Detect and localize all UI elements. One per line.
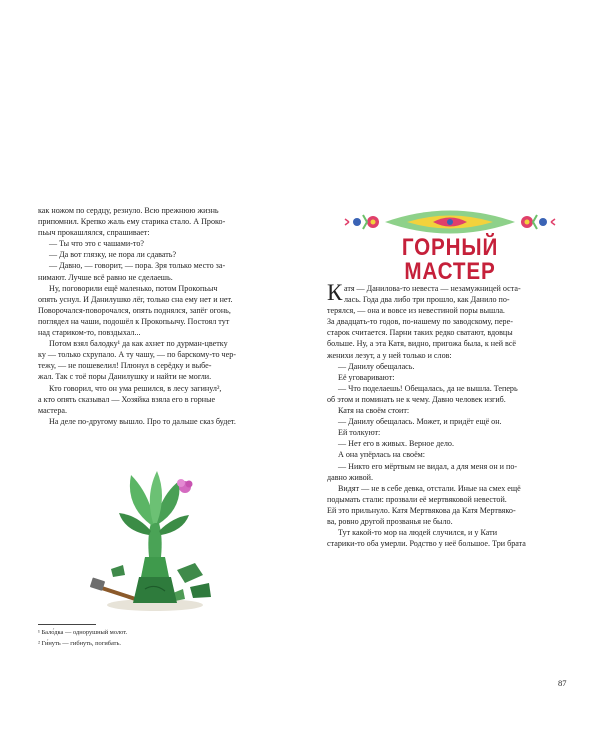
text-line: мастера.	[38, 405, 68, 415]
text-line: старики-то оба умерли. Родство у неё большое. Три брата	[327, 539, 526, 549]
text-line: а кто опять сказывал — Хозяйка взяла его в горные	[38, 394, 216, 404]
text-line: На деле по-другому вышло. Про то дальше сказ будет.	[49, 416, 236, 426]
text-line: как ножом по сердцу, резнуло. Всю прежнюю жизнь	[38, 206, 219, 215]
footnote-2: ² Ги́нуть — гибнуть, погибать.	[38, 640, 121, 648]
text-line: ва, ровно другой прозванья не было.	[327, 516, 453, 526]
text-line: Видят — не в себе девка, отстали. Иные на смех ещё	[338, 483, 521, 493]
text-line: припомнил. Крепко жаль ему старика стало. А Проко-	[38, 217, 226, 227]
left-text-column	[38, 205, 285, 427]
text-line: пьыч прокашлялся, спрашивает:	[38, 228, 150, 238]
text-line: ку — только схрупало. А ту чашу, — по барскому-то чер-	[38, 350, 236, 360]
text-line: — Данилу обещалась.	[338, 361, 415, 371]
text-line: Поворочался-поворочался, опять поднялся, запёг огонь,	[38, 305, 231, 315]
text-line: жал. Так с тоё поры Данилушку и найти не могли.	[38, 372, 212, 382]
text-line: нимают. Лучше всё равно не сделаешь.	[38, 272, 173, 282]
text-line: Ну, поговорили ещё маленько, потом Прокопьыч	[49, 283, 218, 293]
text-line: — Давно, — говорит, — пора. Зря только место за-	[49, 261, 226, 271]
text-line: — Никто его мёртвым не видал, а для меня он и по-	[338, 461, 518, 471]
text-line: За двадцать-то годов, по-нашему по заводскому, пере-	[327, 317, 513, 327]
footnotes	[38, 628, 127, 650]
text-line: об этом и поминать не к чему. Давно человек изгиб.	[327, 394, 506, 404]
text-line: поглядел на чаши, подошёл к Прокопьычу. Постоял тут	[38, 316, 230, 326]
chapter-title-line-2: МАСТЕР	[404, 258, 496, 285]
right-page	[300, 0, 600, 750]
text-line: давно живой.	[327, 472, 374, 482]
malachite-vase-illustration-icon	[85, 465, 225, 615]
text-line: А она упёрлась на своём:	[338, 450, 426, 460]
text-line: тежу, — не пошевелил! Плюнул в серёдку и выбе-	[38, 361, 212, 371]
text-line: — Ты что это с чашами-то?	[49, 239, 144, 249]
footnote-divider	[38, 624, 96, 625]
text-line: терялся, — она и вовсе из невестиной поры вышла.	[327, 306, 505, 316]
text-line: больше. Ну, а эта Катя, видно, пригожа была, к ней всё	[327, 339, 517, 349]
text-line: старок считается. Парни таких редко сватают, вдовцы	[327, 328, 513, 338]
page-number: 87	[558, 678, 567, 688]
text-line: опять уснул. И Данилушко лёг, только сна ему нет и нет.	[38, 294, 233, 304]
text-line: женихи лезут, а у ней только и слов:	[327, 350, 452, 360]
text-line: — Нет его в живых. Верное дело.	[338, 439, 454, 449]
text-line: Её уговаривают:	[338, 372, 395, 382]
text-line: над стариком-то, повздыхал...	[38, 328, 141, 338]
first-paragraph-line-2	[327, 294, 570, 305]
text-line: — Да вот глязку, не пора ли сдавать?	[49, 250, 177, 260]
chapter-title-line-1: ГОРНЫЙ	[401, 234, 499, 261]
drop-cap: К	[327, 280, 343, 305]
right-text-column	[327, 280, 570, 549]
text-line: Тут какой-то мор на людей случился, и у Кати	[338, 528, 498, 538]
second-line-text: лась. Года два либо три прошло, как Данило по-	[344, 295, 510, 305]
footnote-1: ¹ Бало́дка — однорушный молот.	[38, 629, 128, 636]
text-line: — Что поделаешь! Обещалась, да не вышла. Теперь	[338, 383, 518, 393]
text-line: подымать стали: прозвали её мертвяковой невестой.	[327, 494, 507, 504]
text-line: — Данилу обещалась. Может, и придёт ещё он.	[338, 417, 502, 427]
floral-ornament-icon	[345, 207, 555, 237]
text-line: Ей толкуют:	[338, 428, 381, 438]
text-line: Потом взял балодку¹ да как ахнет по дурман-цветку	[49, 339, 228, 349]
text-line: Кто говорил, что он ума решился, в лесу загинул²,	[49, 383, 222, 393]
first-line-text: атя — Данилова-то невеста — незамужницей оста-	[344, 284, 521, 293]
text-line: Катя на своём стоит:	[338, 406, 410, 416]
text-line: Ей это прильнуло. Катя Мертвякова да Катя Мертвяко-	[327, 505, 516, 515]
